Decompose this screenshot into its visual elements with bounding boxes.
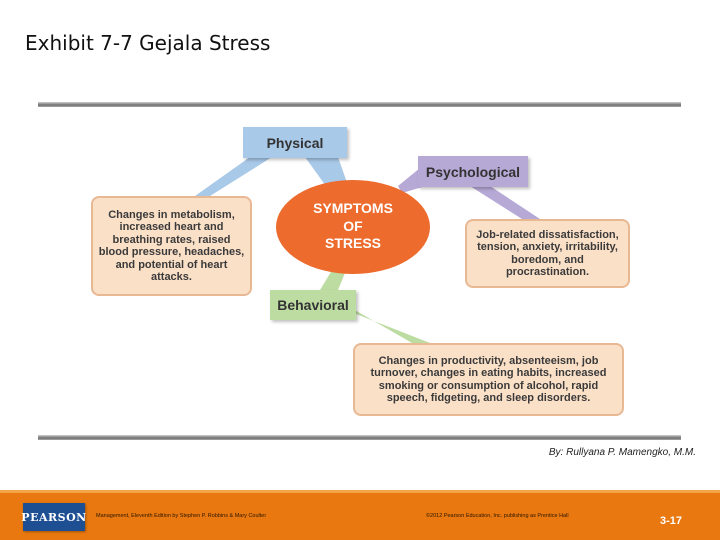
psychological-label: Psychological <box>418 156 528 187</box>
behavioral-label: Behavioral <box>270 290 356 320</box>
center-label-line: SYMPTOMS <box>313 200 393 216</box>
page-number: 3-17 <box>660 515 683 527</box>
behavioral-symptoms-line: speech, fidgeting, and sleep disorders. <box>386 392 591 404</box>
copyright-notice: ©2012 Pearson Education, Inc. publishing as Prentice Hall <box>426 513 569 519</box>
physical-label: Physical <box>243 127 347 158</box>
center-label-line: OF <box>343 217 363 234</box>
psychological-symptoms-line: Job-related dissatisfaction, <box>476 228 619 241</box>
center-label <box>296 200 410 253</box>
behavioral-symptoms-line: turnover, changes in eating habits, increased <box>370 367 607 379</box>
behavioral-symptoms-line: Changes in productivity, absenteeism, job <box>378 354 599 367</box>
physical-symptoms-box <box>91 196 252 296</box>
physical-symptoms-line: and potential of heart <box>115 258 228 271</box>
psychological-symptoms-line: tension, anxiety, irritability, <box>477 241 618 253</box>
book-citation: Management, Eleventh Edition by Stephen P. Robbins & Mary Coulter <box>96 513 267 519</box>
behavioral-symptoms-box <box>353 343 624 416</box>
physical-symptoms-line: Changes in metabolism, <box>108 208 235 221</box>
behavioral-symptoms-line: smoking or consumption of alcohol, rapid <box>378 379 599 392</box>
physical-symptoms-line: breathing rates, raised <box>112 233 231 246</box>
psychological-symptoms-line: boredom, and <box>511 253 584 266</box>
slide-title: Exhibit 7-7 Gejala Stress <box>25 31 271 55</box>
author-credit: By: Rullyana P. Mamengko, M.M. <box>548 447 696 458</box>
pearson-logo: PEARSON <box>23 503 85 531</box>
physical-symptoms-line: attacks. <box>151 271 192 283</box>
psychological-symptoms-line: procrastination. <box>505 266 590 278</box>
center-label-line: STRESS <box>324 235 381 251</box>
physical-box-pointer <box>195 157 272 196</box>
bottom-divider <box>38 435 681 440</box>
behavioral-box-pointer <box>346 305 430 343</box>
psychological-box-pointer <box>470 186 540 219</box>
physical-symptoms-line: blood pressure, headaches, <box>98 246 245 258</box>
psychological-symptoms-box <box>465 219 630 288</box>
physical-symptoms-line: increased heart and <box>119 221 224 233</box>
